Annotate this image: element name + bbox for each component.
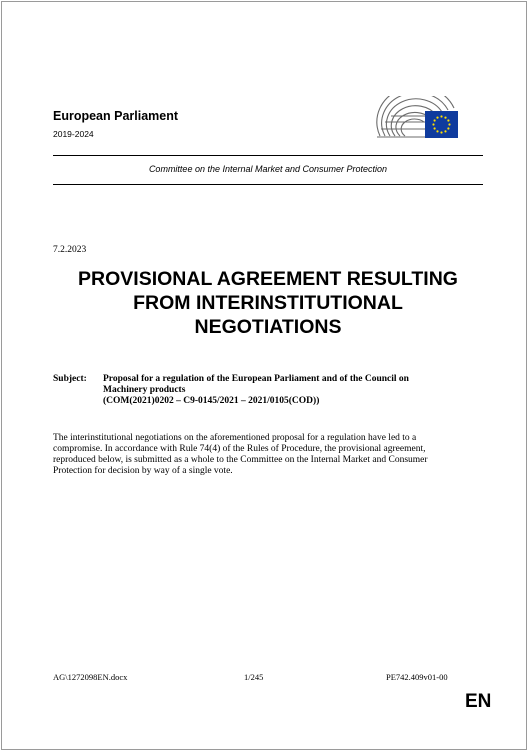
subject-line: Proposal for a regulation of the European Parliament and of the Council on: [103, 374, 409, 384]
committee-name: Committee on the Internal Market and Consumer Protection: [148, 164, 388, 174]
institution-name: European Parliament: [53, 109, 179, 123]
document-page: [1, 1, 527, 750]
european-parliament-logo-icon: [374, 96, 460, 140]
document-title: [53, 267, 483, 339]
subject-line: Machinery products: [103, 385, 186, 395]
footer-reference: PE742.409v01-00: [386, 672, 448, 682]
subject-label: Subject:: [53, 374, 87, 384]
body-line: reproduced below, is submitted as a whole to the Committee on the Internal Market and Consumer: [53, 455, 428, 465]
parliamentary-term: 2019-2024: [53, 129, 94, 139]
body-line: compromise. In accordance with Rule 74(4) of the Rules of Procedure, the provisional agreement,: [53, 444, 426, 454]
body-line: Protection for decision by way of a single vote.: [53, 466, 233, 476]
language-code: EN: [465, 691, 492, 712]
title-line: PROVISIONAL AGREEMENT RESULTING: [78, 268, 458, 290]
document-date: 7.2.2023: [53, 245, 87, 255]
body-line: The interinstitutional negotiations on the aforementioned proposal for a regulation have led to a: [53, 433, 417, 443]
footer-file-name: AG\1272098EN.docx: [53, 672, 128, 682]
title-line: NEGOTIATIONS: [194, 316, 342, 338]
body-paragraph: [53, 433, 483, 477]
eu-flag: [425, 111, 458, 138]
header-divider-bottom: [53, 184, 483, 185]
header-divider-top: [53, 155, 483, 156]
footer-page-number: 1/245: [244, 672, 264, 682]
title-line: FROM INTERINSTITUTIONAL: [133, 292, 403, 314]
subject-line: (COM(2021)0202 – C9-0145/2021 – 2021/0105(COD)): [103, 396, 320, 406]
subject-text: [103, 374, 483, 407]
